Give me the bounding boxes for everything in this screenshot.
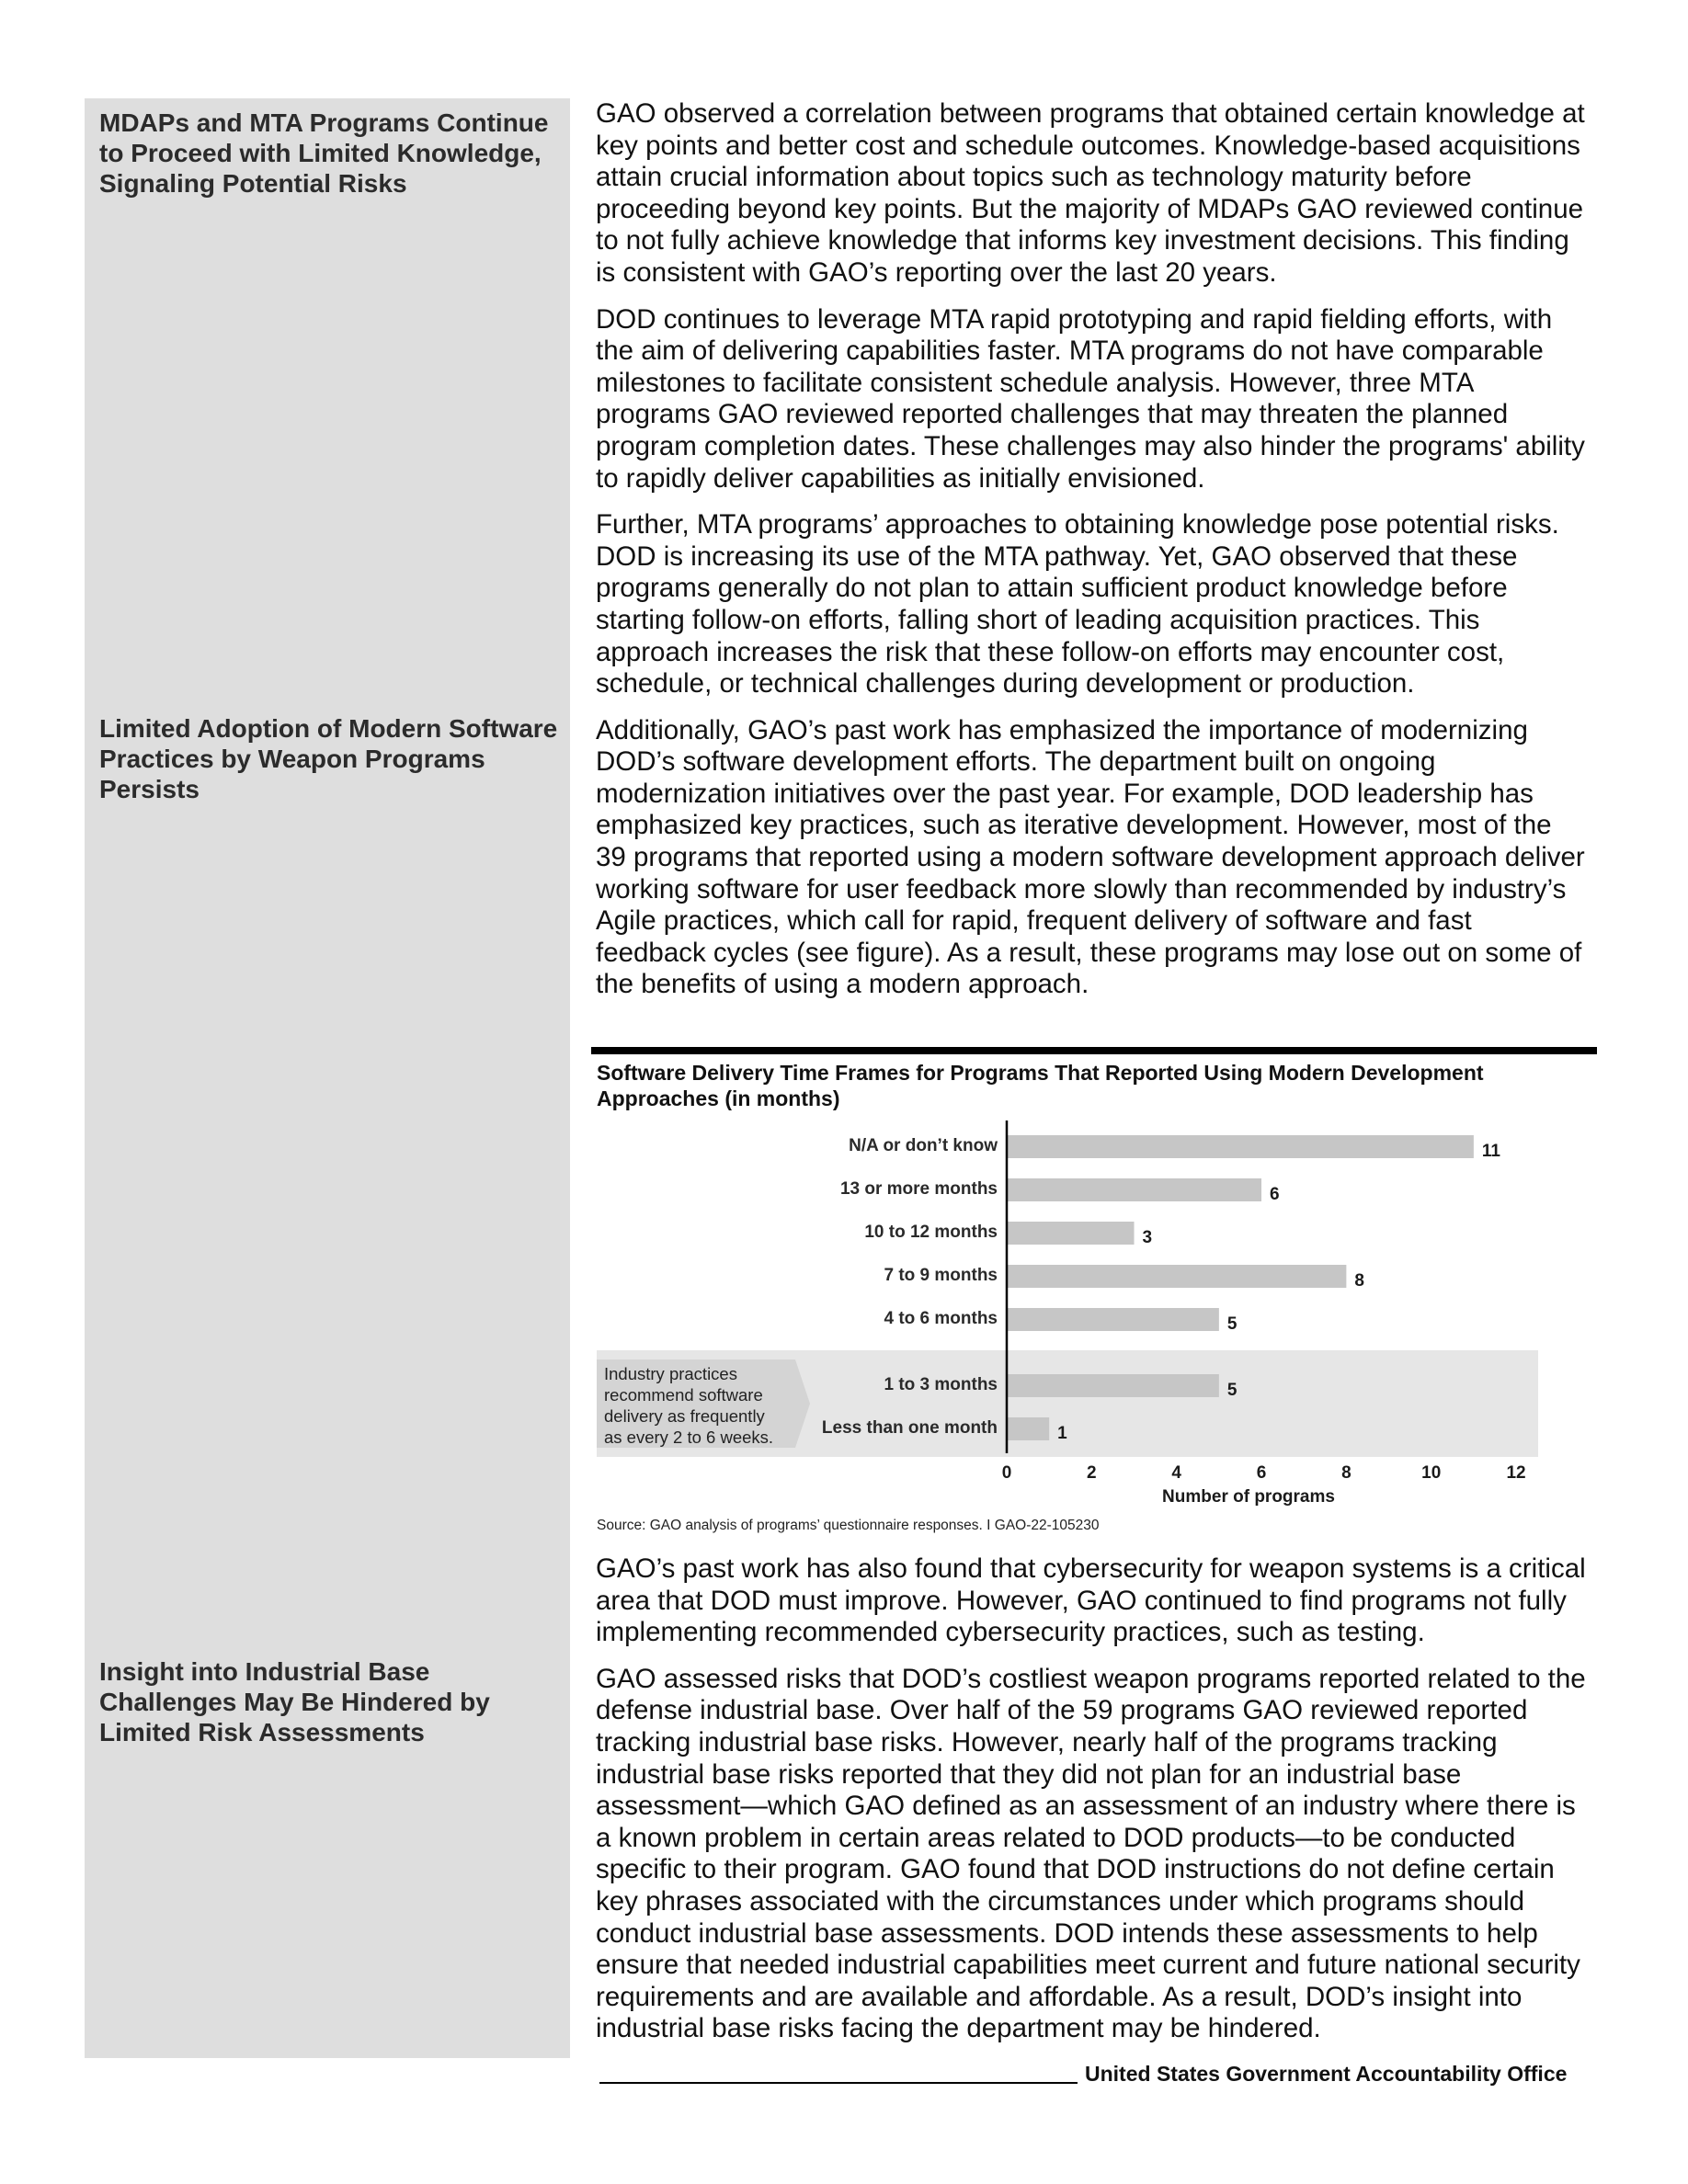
sidebar-heading-software: Limited Adoption of Modern Software Practices by Weapon Programs Persists [99, 714, 558, 803]
bar [1007, 1178, 1261, 1201]
x-tick-label: 0 [1001, 1463, 1012, 1483]
paragraph: GAO observed a correlation between programs that obtained certain knowledge at key points and better cost and schedule outcomes. Knowledge-based acquisitions attain crucial information about topics such as technology maturity before proceeding beyond key points. But the majority of MDAPs GAO reviewed continue to not fully achieve knowledge that informs key investment decisions. This finding is consistent with GAO’s reporting over the last 20 years. [596, 98, 1585, 288]
data-label: 5 [1226, 1314, 1237, 1334]
paragraph: GAO assessed risks that DOD’s costliest weapon programs reported related to the defense industrial base. Over half of the 59 programs GAO reviewed reported tracking industrial base risks. However, nearly half of the programs tracking industrial base risks reported that they did not plan for an industrial base assessment—which GAO defined as an assessment of an industry where there is a known problem in certain areas related to DOD products—to be conducted specific to their program. GAO found that DOD instructions do not define certain key phrases associated with the circumstances under which programs should conduct industrial base assessments. DOD intends these assessments to help ensure that needed industrial capabilities meet current and future national security requirements and are available and affordable. As a result, DOD’s insight into industrial base risks facing the department may be hindered. [596, 1663, 1586, 2044]
main-body-top [596, 98, 1589, 1016]
paragraph: DOD continues to leverage MTA rapid prototyping and rapid fielding efforts, with the aim of delivering capabilities faster. MTA programs do not have comparable milestones to facilitate consistent schedule analysis. However, three MTA programs GAO reviewed reported challenges that may threaten the planned program completion dates. These challenges may also hinder the programs' ability to rapidly deliver capabilities as initially envisioned. [596, 303, 1585, 494]
x-tick-label: 12 [1506, 1463, 1526, 1483]
sidebar [85, 98, 570, 2058]
paragraph: Further, MTA programs’ approaches to obtaining knowledge pose potential risks. DOD is increasing its use of the MTA pathway. Yet, GAO observed that these programs generally do not plan to attain sufficient product knowledge before starting follow-on efforts, falling short of leading acquisition practices. This approach increases the risk that these follow-on efforts may encounter cost, schedule, or technical challenges during development or production. [596, 509, 1559, 700]
data-label: 11 [1481, 1142, 1500, 1161]
bar [1007, 1417, 1049, 1440]
chart-title: Software Delivery Time Frames for Programs That Reported Using Modern Development Approaches (in months) [597, 1061, 1484, 1110]
category-label: 13 or more months [839, 1179, 998, 1199]
paragraph: Additionally, GAO’s past work has emphasized the importance of modernizing DOD’s software development efforts. The department built on ongoing modernization initiatives over the past year. For example, DOD leadership has emphasized key practices, such as iterative development. However, most of the 39 programs that reported using a modern software development approach deliver working software for user feedback more slowly than recommended by industry’s Agile practices, which call for rapid, frequent delivery of software and fast feedback cycles (see figure). As a result, these programs may lose out on some of the benefits of using a modern approach. [596, 714, 1585, 1000]
bar [1007, 1135, 1474, 1158]
category-label: 7 to 9 months [884, 1266, 998, 1285]
data-label: 1 [1057, 1424, 1067, 1443]
category-label: N/A or don’t know [849, 1136, 998, 1155]
data-label: 5 [1226, 1381, 1237, 1400]
figure-software-delivery [591, 1047, 1597, 1543]
figure-source: Source: GAO analysis of programs’ questionnaire responses. I GAO-22-105230 [597, 1518, 1100, 1533]
callout-note: Industry practices recommend software delivery as frequently as every 2 to 6 weeks. [604, 1364, 774, 1447]
data-label: 3 [1142, 1228, 1153, 1247]
x-tick-label: 8 [1341, 1463, 1352, 1483]
x-tick-label: 6 [1256, 1463, 1267, 1483]
data-label: 8 [1354, 1271, 1364, 1291]
paragraph: GAO’s past work has also found that cybersecurity for weapon systems is a critical area that DOD must improve. However, GAO continued to find programs not fully implementing recommended cybersecurity practices, such as testing. [596, 1553, 1586, 1648]
sidebar-heading-knowledge: MDAPs and MTA Programs Continue to Proceed with Limited Knowledge, Signaling Potential Risks [99, 108, 549, 198]
category-label: 10 to 12 months [864, 1223, 998, 1242]
bar [1007, 1222, 1135, 1245]
footer-organization: United States Government Accountability Office [1085, 2062, 1568, 2086]
bar [1007, 1308, 1219, 1331]
category-label: Less than one month [821, 1418, 998, 1438]
x-tick-label: 4 [1171, 1463, 1181, 1483]
x-tick-label: 10 [1421, 1463, 1442, 1483]
bar [1007, 1265, 1346, 1288]
data-label: 6 [1270, 1185, 1280, 1204]
category-label: 1 to 3 months [884, 1375, 998, 1394]
sidebar-heading-industrial-base: Insight into Industrial Base Challenges May Be Hindered by Limited Risk Assessments [99, 1657, 490, 1746]
bar-chart [591, 1047, 1597, 1543]
main-body-bottom [596, 1553, 1589, 2060]
x-axis-label: Number of programs [1162, 1487, 1335, 1507]
bar [1007, 1374, 1219, 1397]
category-label: 4 to 6 months [884, 1309, 998, 1328]
footer-rule [599, 2082, 1078, 2084]
x-tick-label: 2 [1087, 1463, 1097, 1483]
